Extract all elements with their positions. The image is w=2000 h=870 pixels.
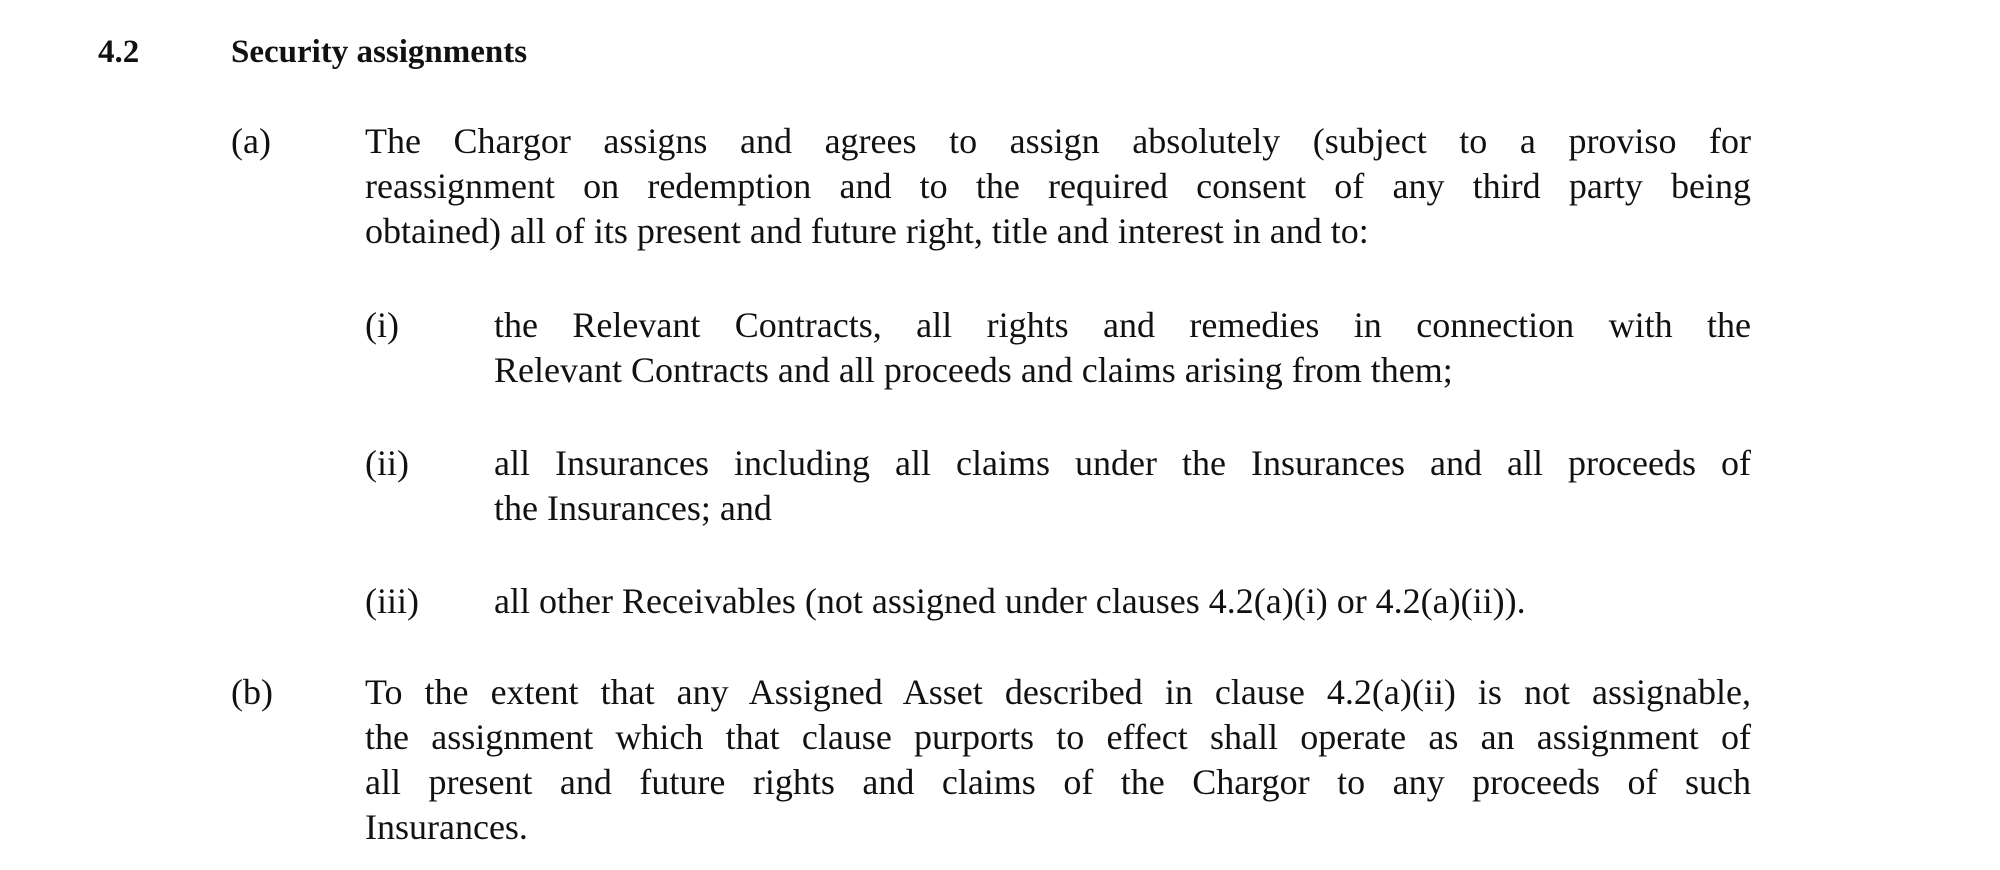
clause-number: 4.2: [98, 34, 140, 70]
paragraph-b-line: all present and future rights and claims of the Chargor to any proceeds of such: [365, 762, 1751, 802]
subitem-i-line: Relevant Contracts and all proceeds and claims arising from them;: [494, 350, 1453, 390]
subitem-iii-label: (iii): [365, 581, 419, 621]
paragraph-b-line: Insurances.: [365, 807, 528, 847]
subitem-ii-text: [494, 441, 1751, 531]
subitem-ii-line: the Insurances; and: [494, 488, 772, 528]
subitem-ii-label: (ii): [365, 443, 409, 483]
paragraph-b-line: To the extent that any Assigned Asset described in clause 4.2(a)(ii) is not assignable,: [365, 672, 1751, 712]
paragraph-b-label: (b): [231, 672, 273, 712]
subitem-i-label: (i): [365, 305, 399, 345]
paragraph-a-text: [365, 119, 1751, 254]
paragraph-b-line: the assignment which that clause purports to effect shall operate as an assignment of: [365, 717, 1751, 757]
paragraph-a-line: obtained) all of its present and future right, title and interest in and to:: [365, 211, 1369, 251]
paragraph-a-line: reassignment on redemption and to the required consent of any third party being: [365, 166, 1751, 206]
paragraph-a-line: The Chargor assigns and agrees to assign absolutely (subject to a proviso for: [365, 121, 1751, 161]
subitem-iii-text: [494, 579, 1751, 624]
subitem-ii-line: all Insurances including all claims under the Insurances and all proceeds of: [494, 443, 1751, 483]
paragraph-a-label: (a): [231, 121, 271, 161]
subitem-iii-line: all other Receivables (not assigned under clauses 4.2(a)(i) or 4.2(a)(ii)).: [494, 581, 1526, 621]
subitem-i-line: the Relevant Contracts, all rights and remedies in connection with the: [494, 305, 1751, 345]
subitem-i-text: [494, 303, 1751, 393]
paragraph-b-text: [365, 670, 1751, 850]
clause-title: Security assignments: [231, 34, 528, 70]
